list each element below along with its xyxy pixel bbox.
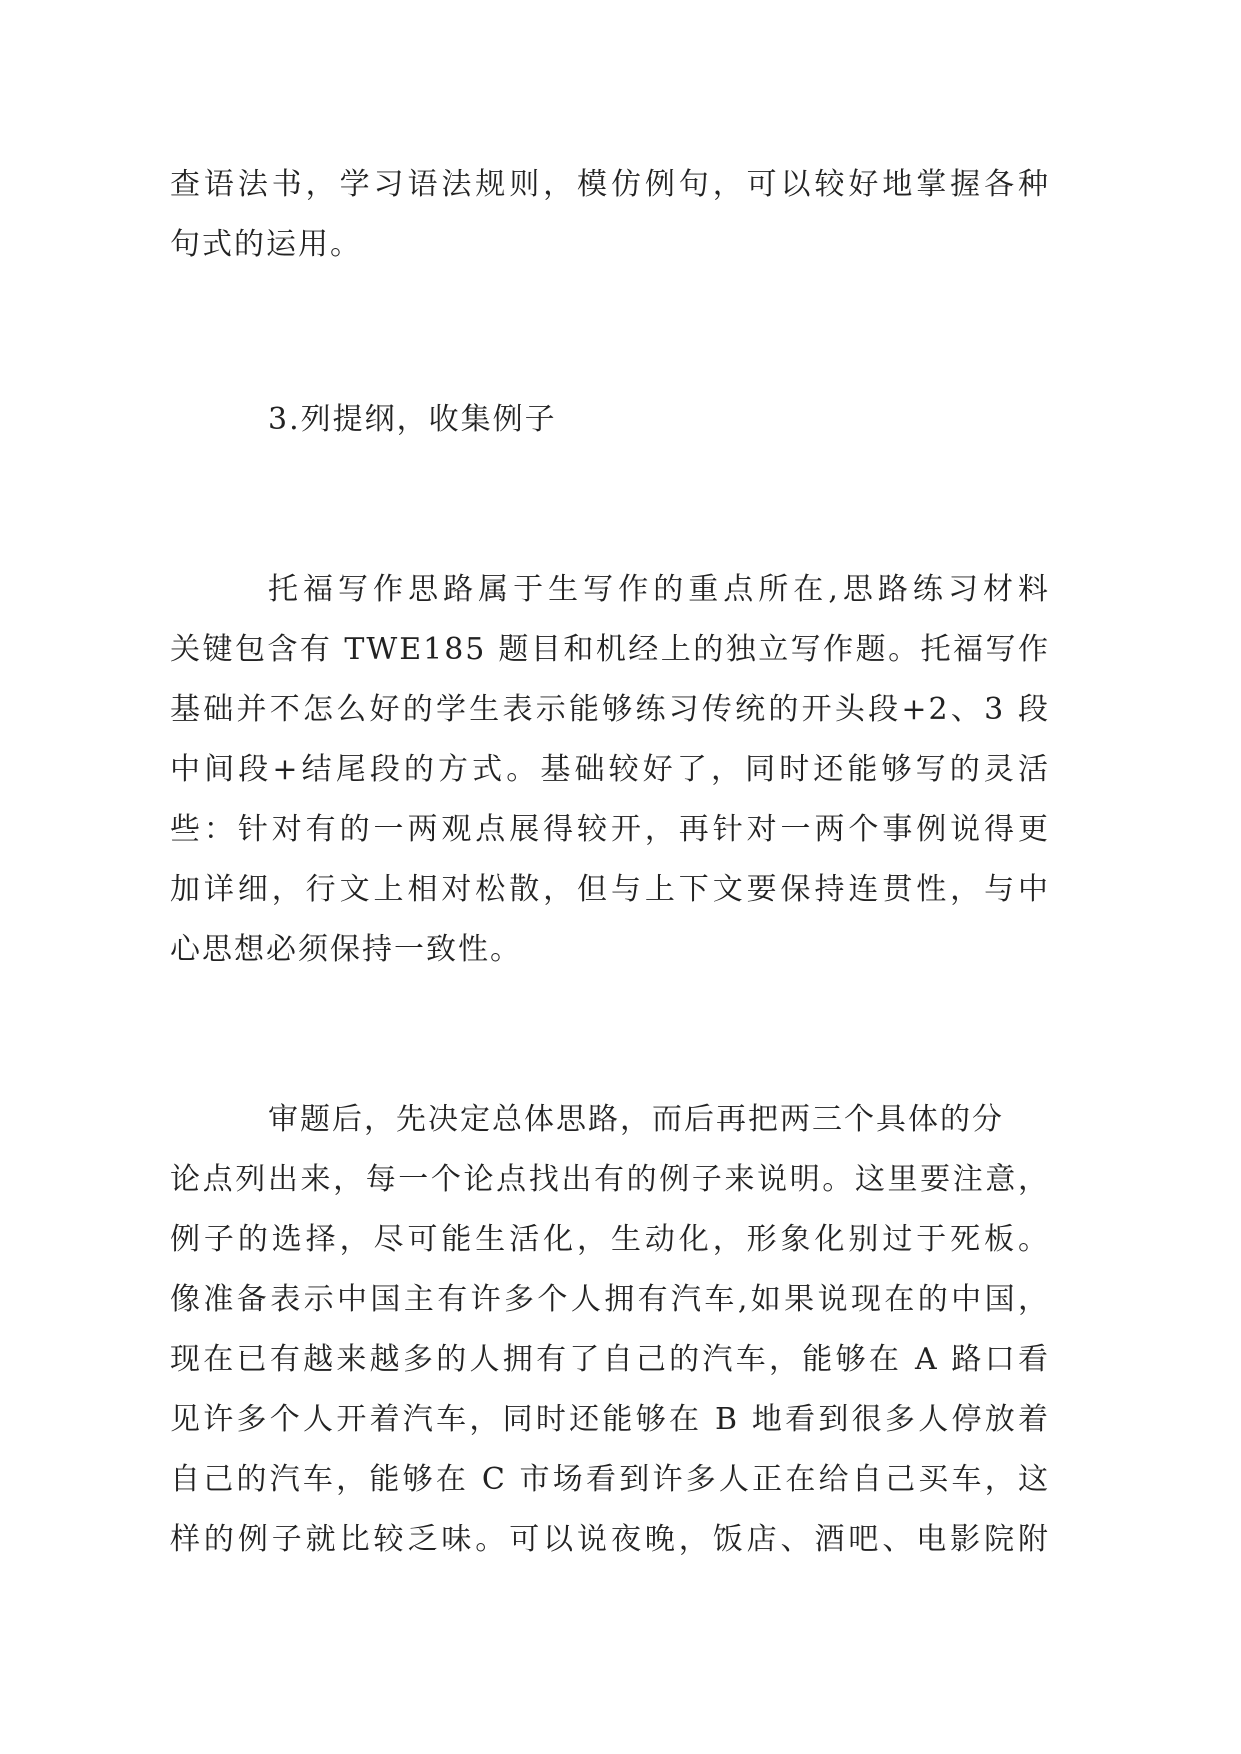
paragraph-line: 中间段+结尾段的方式。基础较好了，同时还能够写的灵活: [170, 752, 1050, 787]
paragraph-line: 句式的运用。: [170, 227, 362, 262]
paragraph-line: 例子的选择，尽可能生活化，生动化，形象化别过于死板。: [170, 1222, 1050, 1257]
paragraph-line: 论点列出来，每一个论点找出有的例子来说明。这里要注意，: [170, 1162, 1050, 1197]
paragraph-outline: [170, 560, 1050, 980]
paragraph-line: 心思想必须保持一致性。: [170, 932, 522, 967]
paragraph-line: 基础并不怎么好的学生表示能够练习传统的开头段+2、3 段: [170, 692, 1050, 727]
paragraph-line: 些：针对有的一两观点展得较开，再针对一两个事例说得更: [170, 812, 1050, 847]
paragraph-line: 像准备表示中国主有许多个人拥有汽车,如果说现在的中国，: [170, 1282, 1050, 1317]
paragraph-line: 查语法书，学习语法规则，模仿例句，可以较好地掌握各种: [170, 167, 1050, 202]
paragraph-line: 关键包含有 TWE185 题目和机经上的独立写作题。托福写作: [170, 632, 1050, 667]
paragraph-line: 审题后，先决定总体思路，而后再把两三个具体的分: [268, 1102, 1004, 1137]
paragraph-line: 样的例子就比较乏味。可以说夜晚，饭店、酒吧、电影院附: [170, 1522, 1050, 1557]
section-heading: 3.列提纲，收集例子: [268, 402, 557, 437]
paragraph-line: 自己的汽车，能够在 C 市场看到许多人正在给自己买车，这: [170, 1462, 1050, 1497]
paragraph-examples: [170, 1090, 1050, 1570]
paragraph-line: 托福写作思路属于生写作的重点所在,思路练习材料: [268, 572, 1050, 607]
paragraph-intro: [170, 155, 1050, 275]
paragraph-line: 加详细，行文上相对松散，但与上下文要保持连贯性，与中: [170, 872, 1050, 907]
paragraph-line: 见许多个人开着汽车，同时还能够在 B 地看到很多人停放着: [170, 1402, 1050, 1437]
paragraph-line: 现在已有越来越多的人拥有了自己的汽车，能够在 A 路口看: [170, 1342, 1050, 1377]
